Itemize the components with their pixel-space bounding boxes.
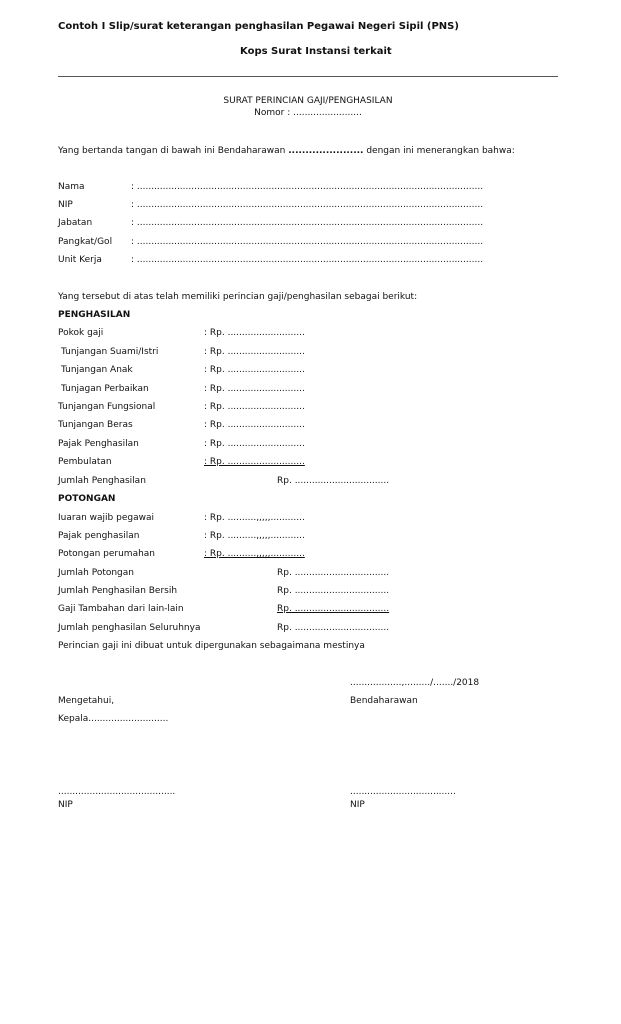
doc-number: Nomor : ........................ bbox=[254, 108, 362, 118]
identity-label: NIP bbox=[58, 200, 73, 210]
intro-blank: ...................... bbox=[288, 146, 364, 156]
income-value: : Rp. ........................... bbox=[204, 457, 305, 467]
net-income-value: Rp. ................................. bbox=[277, 586, 390, 596]
income-value: : Rp. ........................... bbox=[204, 439, 305, 449]
income-label: Pajak Penghasilan bbox=[58, 439, 139, 449]
left-signature-role: Kepala............................ bbox=[58, 714, 169, 724]
income-value: : Rp. ........................... bbox=[204, 420, 305, 430]
statement: Yang tersebut di atas telah memiliki perincian gaji/penghasilan sebagai berikut: bbox=[58, 292, 418, 302]
identity-value: : ......................................................................................................................... bbox=[131, 237, 484, 247]
income-value: : Rp. ........................... bbox=[204, 365, 305, 375]
income-label: Tunjangan Anak bbox=[61, 365, 133, 375]
doc-heading: SURAT PERINCIAN GAJI/PENGHASILAN bbox=[223, 96, 393, 106]
deduction-total-value: Rp. ................................. bbox=[277, 568, 390, 578]
identity-value: : ......................................................................................................................... bbox=[131, 218, 484, 228]
letterhead-label: Kops Surat Instansi terkait bbox=[240, 46, 392, 57]
identity-value: : ......................................................................................................................... bbox=[131, 255, 484, 265]
grand-total-value: Rp. ................................. bbox=[277, 623, 390, 633]
income-total-value: Rp. ................................. bbox=[277, 476, 390, 486]
header-divider bbox=[58, 76, 558, 77]
income-label: Pokok gaji bbox=[58, 328, 104, 338]
deduction-label: Pajak penghasilan bbox=[58, 531, 140, 541]
identity-label: Jabatan bbox=[58, 218, 93, 228]
grand-total-label: Jumlah penghasilan Seluruhnya bbox=[58, 623, 201, 633]
net-income-label: Jumlah Penghasilan Bersih bbox=[58, 586, 178, 596]
income-label: Tunjangan Suami/Istri bbox=[61, 347, 159, 357]
signature-date: ..................,........./......./2018 bbox=[350, 678, 480, 688]
identity-value: : ......................................................................................................................... bbox=[131, 182, 484, 192]
income-total-label: Jumlah Penghasilan bbox=[58, 476, 146, 486]
deduction-value: : Rp. ..........,,,,,............ bbox=[204, 531, 305, 541]
identity-label: Unit Kerja bbox=[58, 255, 102, 265]
right-nip: NIP bbox=[350, 800, 365, 810]
extra-salary-label: Gaji Tambahan dari lain-lain bbox=[58, 604, 184, 614]
deduction-value: : Rp. ..........,,,,,............ bbox=[204, 513, 305, 523]
income-value: : Rp. ........................... bbox=[204, 328, 305, 338]
deduction-value: : Rp. ..........,,,,,............ bbox=[204, 549, 305, 559]
right-signature-title: Bendaharawan bbox=[350, 696, 418, 706]
identity-label: Nama bbox=[58, 182, 85, 192]
identity-label: Pangkat/Gol bbox=[58, 237, 113, 247]
left-signature-title: Mengetahui, bbox=[58, 696, 115, 706]
left-signature-line: ......................................... bbox=[58, 787, 176, 797]
left-nip: NIP bbox=[58, 800, 73, 810]
deduction-label: Iuaran wajib pegawai bbox=[58, 513, 154, 523]
income-label: Pembulatan bbox=[58, 457, 112, 467]
income-value: : Rp. ........................... bbox=[204, 402, 305, 412]
closing-statement: Perincian gaji ini dibuat untuk dipergunakan sebagaimana mestinya bbox=[58, 641, 365, 651]
intro-line bbox=[58, 146, 515, 156]
income-label: Tunjagan Perbaikan bbox=[61, 384, 149, 394]
document-title: Contoh I Slip/surat keterangan penghasilan Pegawai Negeri Sipil (PNS) bbox=[58, 21, 459, 32]
income-label: Tunjangan Fungsional bbox=[58, 402, 156, 412]
income-value: : Rp. ........................... bbox=[204, 384, 305, 394]
deduction-section-title: POTONGAN bbox=[58, 494, 116, 504]
identity-value: : ......................................................................................................................... bbox=[131, 200, 484, 210]
intro-prefix: Yang bertanda tangan di bawah ini Bendaharawan bbox=[58, 146, 286, 156]
deduction-label: Potongan perumahan bbox=[58, 549, 156, 559]
right-signature-line: ..................................... bbox=[350, 787, 456, 797]
income-value: : Rp. ........................... bbox=[204, 347, 305, 357]
intro-suffix: dengan ini menerangkan bahwa: bbox=[366, 146, 515, 156]
extra-salary-value: Rp. ................................. bbox=[277, 604, 390, 614]
income-section-title: PENGHASILAN bbox=[58, 310, 131, 320]
income-label: Tunjangan Beras bbox=[58, 420, 133, 430]
deduction-total-label: Jumlah Potongan bbox=[58, 568, 134, 578]
